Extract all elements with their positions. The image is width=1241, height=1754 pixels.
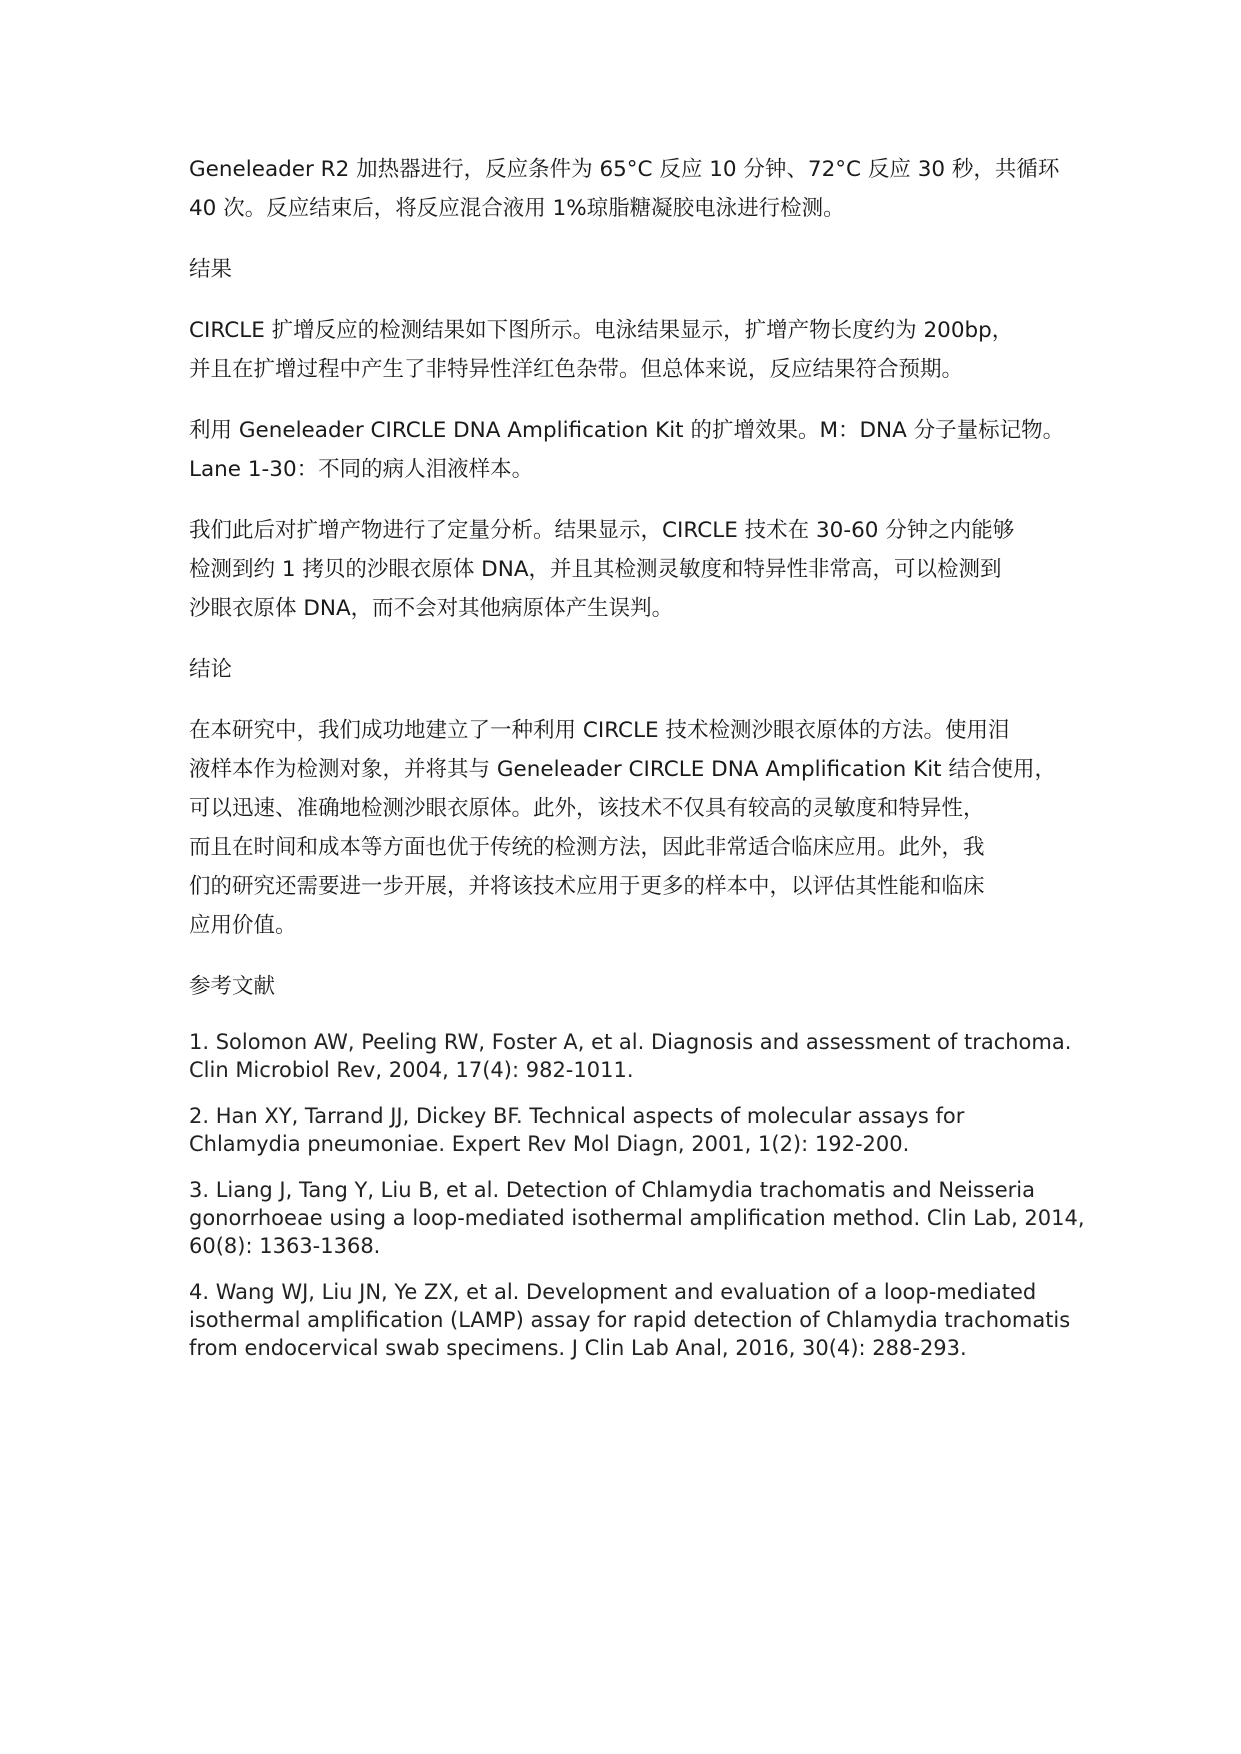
reference-line: from endocervical swab specimens. J Clin Lab Anal, 2016, 30(4): 288-293.: [189, 1336, 967, 1360]
reference-line: 1. Solomon AW, Peeling RW, Foster A, et al. Diagnosis and assessment of trachoma.: [189, 1030, 1072, 1054]
results-paragraph: [189, 311, 1061, 389]
reference-line: 60(8): 1363-1368.: [189, 1234, 381, 1258]
reference-item: [189, 1278, 1071, 1362]
reference-item: [189, 1102, 1061, 1158]
results-heading: 结果: [189, 257, 233, 282]
text-line: 们的研究还需要进一步开展，并将该技术应用于更多的样本中，以评估其性能和临床: [189, 874, 985, 899]
intro-paragraph: [189, 150, 1061, 228]
text-line: 液样本作为检测对象，并将其与 Geneleader CIRCLE DNA Amplification Kit 结合使用，: [189, 757, 1056, 782]
page-content: [189, 150, 1085, 1380]
reference-line: 2. Han XY, Tarrand JJ, Dickey BF. Technical aspects of molecular assays for: [189, 1104, 965, 1128]
analysis-paragraph: [189, 511, 1061, 628]
text-line: Lane 1-30：不同的病人泪液样本。: [189, 457, 534, 482]
figure-caption: [189, 411, 1065, 489]
reference-list: [189, 1028, 1085, 1362]
text-line: CIRCLE 扩增反应的检测结果如下图所示。电泳结果显示，扩增产物长度约为 200bp，: [189, 318, 1014, 343]
reference-line: 3. Liang J, Tang Y, Liu B, et al. Detection of Chlamydia trachomatis and Neisseria: [189, 1178, 1035, 1202]
conclusion-heading: 结论: [189, 657, 233, 682]
text-line: 在本研究中，我们成功地建立了一种利用 CIRCLE 技术检测沙眼衣原体的方法。使用泪: [189, 718, 1010, 743]
text-line: 应用价值。: [189, 913, 297, 938]
text-line: Geneleader R2 加热器进行，反应条件为 65°C 反应 10 分钟、72°C 反应 30 秒，共循环: [189, 157, 1060, 182]
text-line: 沙眼衣原体 DNA，而不会对其他病原体产生误判。: [189, 596, 674, 621]
text-line: 并且在扩增过程中产生了非特异性洋红色杂带。但总体来说，反应结果符合预期。: [189, 357, 964, 382]
text-line: 我们此后对扩增产物进行了定量分析。结果显示，CIRCLE 技术在 30-60 分钟之内能够: [189, 518, 1015, 543]
references-heading: 参考文献: [189, 974, 276, 999]
reference-line: 4. Wang WJ, Liu JN, Ye ZX, et al. Development and evaluation of a loop-mediated: [189, 1280, 1037, 1304]
reference-item: [189, 1176, 1085, 1260]
conclusion-paragraph: [189, 711, 1061, 945]
reference-item: [189, 1028, 1072, 1084]
text-line: 40 次。反应结束后，将反应混合液用 1%琼脂糖凝胶电泳进行检测。: [189, 196, 845, 221]
text-line: 利用 Geneleader CIRCLE DNA Amplification Kit 的扩增效果。M：DNA 分子量标记物。: [189, 418, 1065, 443]
text-line: 而且在时间和成本等方面也优于传统的检测方法，因此非常适合临床应用。此外，我: [189, 835, 985, 860]
text-line: 检测到约 1 拷贝的沙眼衣原体 DNA，并且其检测灵敏度和特异性非常高，可以检测到: [189, 557, 1002, 582]
reference-line: Clin Microbiol Rev, 2004, 17(4): 982-1011.: [189, 1058, 634, 1082]
reference-line: gonorrhoeae using a loop-mediated isothermal amplification method. Clin Lab, 2014,: [189, 1206, 1085, 1230]
text-line: 可以迅速、准确地检测沙眼衣原体。此外，该技术不仅具有较高的灵敏度和特异性，: [189, 796, 985, 821]
reference-line: Chlamydia pneumoniae. Expert Rev Mol Diagn, 2001, 1(2): 192-200.: [189, 1132, 910, 1156]
reference-line: isothermal amplification (LAMP) assay for rapid detection of Chlamydia trachomatis: [189, 1308, 1071, 1332]
